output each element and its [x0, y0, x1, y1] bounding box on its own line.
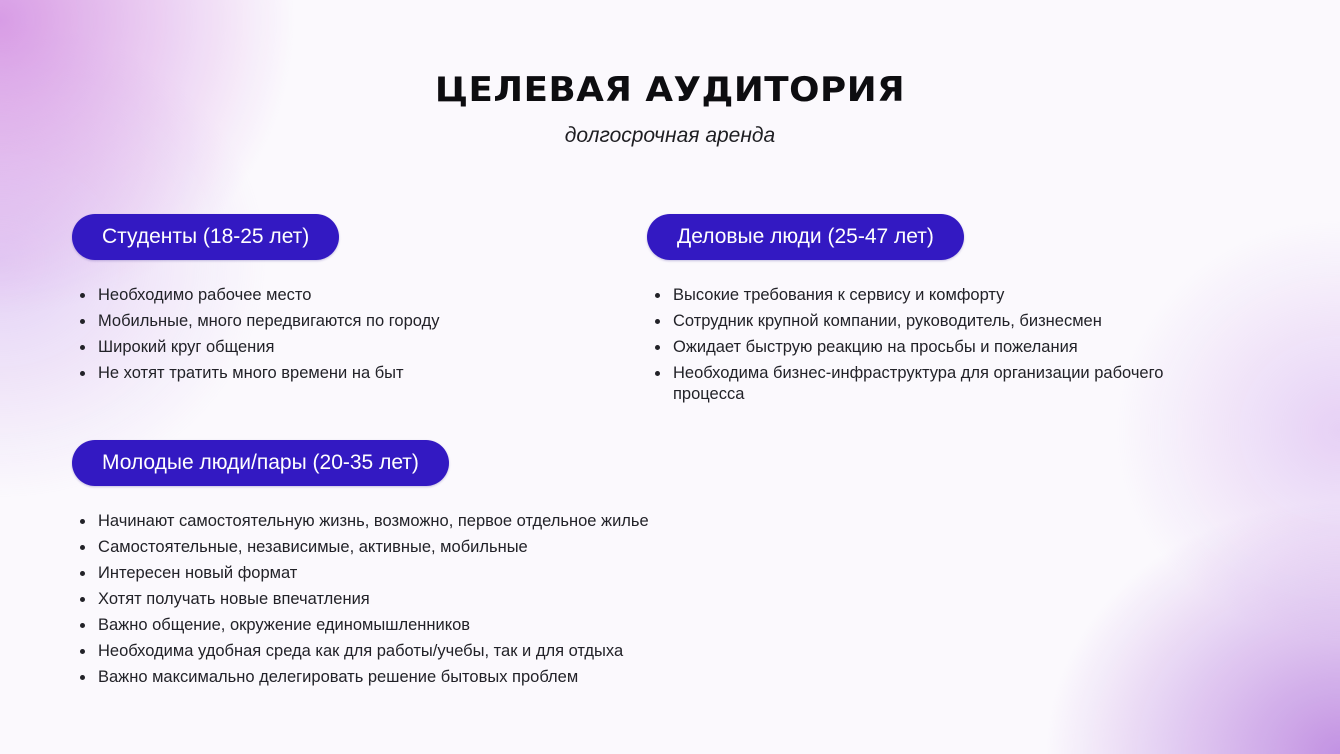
page-subtitle: долгосрочная аренда	[564, 124, 776, 147]
page-title: ЦЕЛЕВАЯ АУДИТОРИЯ	[434, 70, 906, 110]
list-item: Начинают самостоятельную жизнь, возможно, первое отдельное жилье	[72, 511, 649, 532]
list-item: Необходима бизнес-инфраструктура для организации рабочего процесса	[647, 363, 1167, 405]
list-item: Самостоятельные, независимые, активные, мобильные	[72, 537, 649, 558]
list-item: Хотят получать новые впечатления	[72, 589, 649, 610]
segment-business-list	[647, 285, 1167, 405]
list-item: Сотрудник крупной компании, руководитель, бизнесмен	[647, 311, 1167, 332]
list-item: Широкий круг общения	[72, 337, 439, 358]
list-item: Интересен новый формат	[72, 563, 649, 584]
list-item: Необходима удобная среда как для работы/учебы, так и для отдыха	[72, 641, 649, 662]
segment-students-label: Студенты (18-25 лет)	[72, 214, 339, 260]
list-item: Важно общение, окружение единомышленников	[72, 615, 649, 636]
segment-students-list	[72, 285, 439, 384]
list-item: Важно максимально делегировать решение бытовых проблем	[72, 667, 649, 688]
segment-business	[647, 214, 1167, 410]
segment-young-label: Молодые люди/пары (20-35 лет)	[72, 440, 449, 486]
list-item: Необходимо рабочее место	[72, 285, 439, 306]
segment-students	[72, 214, 439, 389]
list-item: Высокие требования к сервису и комфорту	[647, 285, 1167, 306]
list-item: Мобильные, много передвигаются по городу	[72, 311, 439, 332]
list-item: Ожидает быструю реакцию на просьбы и пожелания	[647, 337, 1167, 358]
segment-young-list	[72, 511, 649, 688]
list-item: Не хотят тратить много времени на быт	[72, 363, 439, 384]
segment-business-label: Деловые люди (25-47 лет)	[647, 214, 964, 260]
segment-young	[72, 440, 649, 693]
